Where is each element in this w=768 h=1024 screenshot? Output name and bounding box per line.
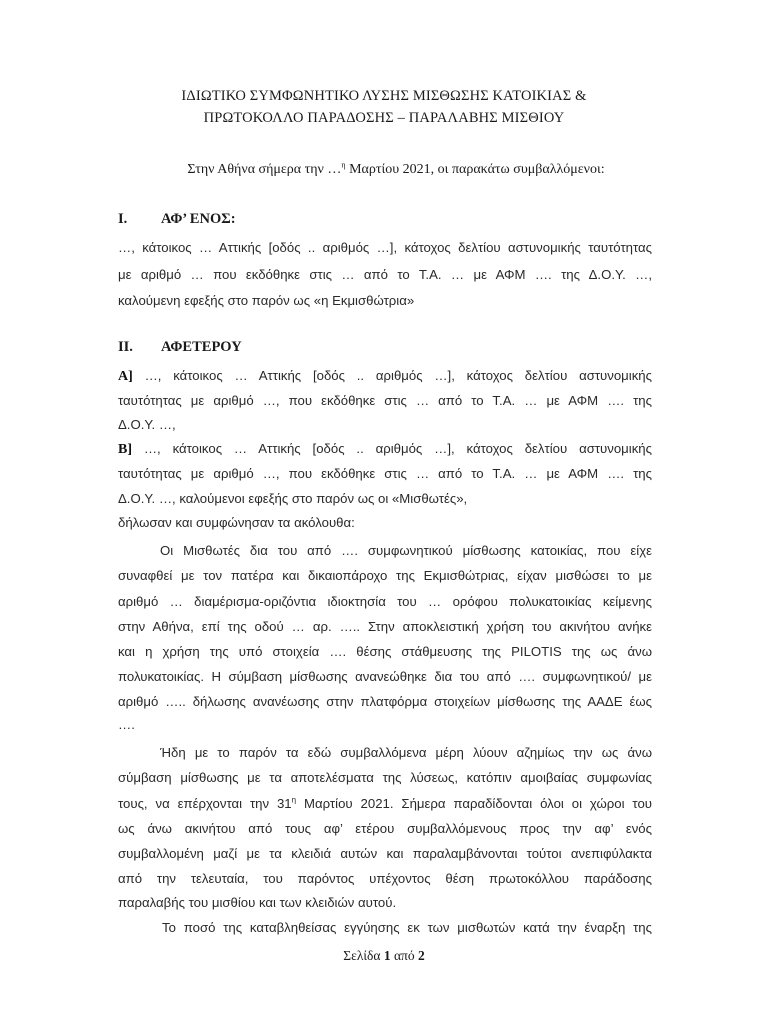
section-1-heading <box>118 211 236 228</box>
paragraph-2-line: συμβαλλομένη μαζί με τα κλειδιά αυτών και παραλαμβάνονται τούτοι ανεπιφύλακτα <box>118 846 652 861</box>
paragraph-2-line: Ήδη με το παρόν τα εδώ συμβαλλόμενα μέρη λύουν αζημίως την ως άνω <box>160 745 652 760</box>
party-b-text: …, κάτοικος … Αττικής [οδός .. αριθμός …], κάτοχος δελτίου αστυνομικής <box>132 441 652 456</box>
paragraph-2-date-start: τους, να επέρχονται την 31 <box>118 796 292 811</box>
section-1-line: καλούμενη εφεξής στο παρόν ως «η Εκμισθώτρια» <box>118 293 415 308</box>
document-title-line-1: ΙΔΙΩΤΙΚΟ ΣΥΜΦΩΝΗΤΙΚΟ ΛΥΣΗΣ ΜΙΣΘΩΣΗΣ ΚΑΤΟΙΚΙΑΣ & <box>181 88 587 104</box>
page-footer <box>0 948 768 964</box>
section-1-title: ΑΦ’ ΕΝΟΣ: <box>161 211 236 227</box>
intro-superscript: η <box>341 160 346 170</box>
section-1-line: με αριθμό … που εκδόθηκε στις … από το Τ.Α. … με ΑΦΜ …. της Δ.Ο.Υ. …, <box>118 267 652 282</box>
party-a-line <box>118 367 652 385</box>
paragraph-1-line: στην Αθήνα, επί της οδού … αρ. ….. Στην αποκλειστική χρήση του ακινήτου ανήκε <box>118 619 652 634</box>
party-a-line: Δ.Ο.Υ. …, <box>118 417 176 432</box>
paragraph-1-line: αριθμό … διαμέρισμα-οριζόντια ιδιοκτησία του … ορόφου πολυκατοικίας κείμενης <box>118 594 652 609</box>
section-2-title: ΑΦΕΤΕΡΟΥ <box>161 339 242 355</box>
page-label: Σελίδα <box>343 948 381 963</box>
paragraph-1-line: αριθμό ….. δήλωσης ανανέωσης στην πλατφόρμα στοιχείων μίσθωσης της ΑΑΔΕ έως <box>118 694 652 709</box>
paragraph-1-line: Οι Μισθωτές δια του από …. συμφωνητικού μίσθωσης κατοικίας, που είχε <box>160 543 652 558</box>
party-a-label: Α] <box>118 369 133 384</box>
intro-text-start: Στην Αθήνα σήμερα την … <box>187 162 342 177</box>
paragraph-2-line: από την τελευταία, του παρόντος υπέχοντος θέση πρωτοκόλλου παράδοσης <box>118 871 652 886</box>
paragraph-1-line: και η χρήση της υπό στοιχεία …. θέσης στάθμευσης της PILOTIS της ως άνω <box>118 644 652 659</box>
party-b-line <box>118 440 652 458</box>
page-current: 1 <box>383 948 391 963</box>
paragraph-2-line <box>118 795 652 813</box>
paragraph-2-superscript: η <box>291 795 297 805</box>
document-title-line-2: ΠΡΩΤΟΚΟΛΛΟ ΠΑΡΑΔΟΣΗΣ – ΠΑΡΑΛΑΒΗΣ ΜΙΣΘΙΟΥ <box>203 110 565 126</box>
section-1-line: …, κάτοικος … Αττικής [οδός .. αριθμός …], κάτοχος δελτίου αστυνομικής ταυτότητας <box>118 240 652 255</box>
paragraph-3-line: Το ποσό της καταβληθείσας εγγύησης εκ των μισθωτών κατά την έναρξη της <box>162 920 652 935</box>
party-b-line: Δ.Ο.Υ. …, καλούμενοι εφεξής στο παρόν ως οι «Μισθωτές», <box>118 491 468 506</box>
paragraph-2-line: σύμβαση μίσθωσης με τα αποτελέσματα της λύσεως, κατόπιν αμοιβαίας συμφωνίας <box>118 770 652 785</box>
section-2-heading <box>118 339 242 356</box>
paragraph-2-date-end: Μαρτίου 2021. Σήμερα παραδίδονται όλοι οι χώροι του <box>296 796 652 811</box>
paragraph-1-line: …. <box>118 717 135 732</box>
page-of: από <box>393 948 415 963</box>
agreed-line: δήλωσαν και συμφώνησαν τα ακόλουθα: <box>118 515 355 530</box>
paragraph-1-line: πολυκατοικίας. Η σύμβαση μίσθωσης ανανεώθηκε δια του από …. συμφωνητικού/ με <box>118 669 652 684</box>
party-a-text: …, κάτοικος … Αττικής [οδός .. αριθμός …], κάτοχος δελτίου αστυνομικής <box>132 368 652 383</box>
section-2-number: II. <box>118 339 133 355</box>
paragraph-2-line: παραλαβής του μισθίου και των κλειδιών αυτού. <box>118 895 397 910</box>
intro-line <box>0 162 768 178</box>
party-b-line: ταυτότητας με αριθμό …, που εκδόθηκε στις … από το Τ.Α. … με ΑΦΜ …. της <box>118 466 652 481</box>
party-a-line: ταυτότητας με αριθμό …, που εκδόθηκε στις … από το Τ.Α. … με ΑΦΜ …. της <box>118 393 652 408</box>
paragraph-2-line: ως άνω ακινήτου από τους αφ’ ετέρου συμβαλλόμενους προς την αφ’ ενός <box>118 821 652 836</box>
intro-text-end: Μαρτίου 2021, οι παρακάτω συμβαλλόμενοι: <box>345 162 605 177</box>
page-total: 2 <box>417 948 425 963</box>
paragraph-1-line: συναφθεί με τον πατέρα και δικαιοπάροχο της Εκμισθώτριας, είχαν μισθώσει το με <box>118 568 652 583</box>
section-1-number: I. <box>118 211 128 227</box>
party-b-label: Β] <box>118 442 132 457</box>
